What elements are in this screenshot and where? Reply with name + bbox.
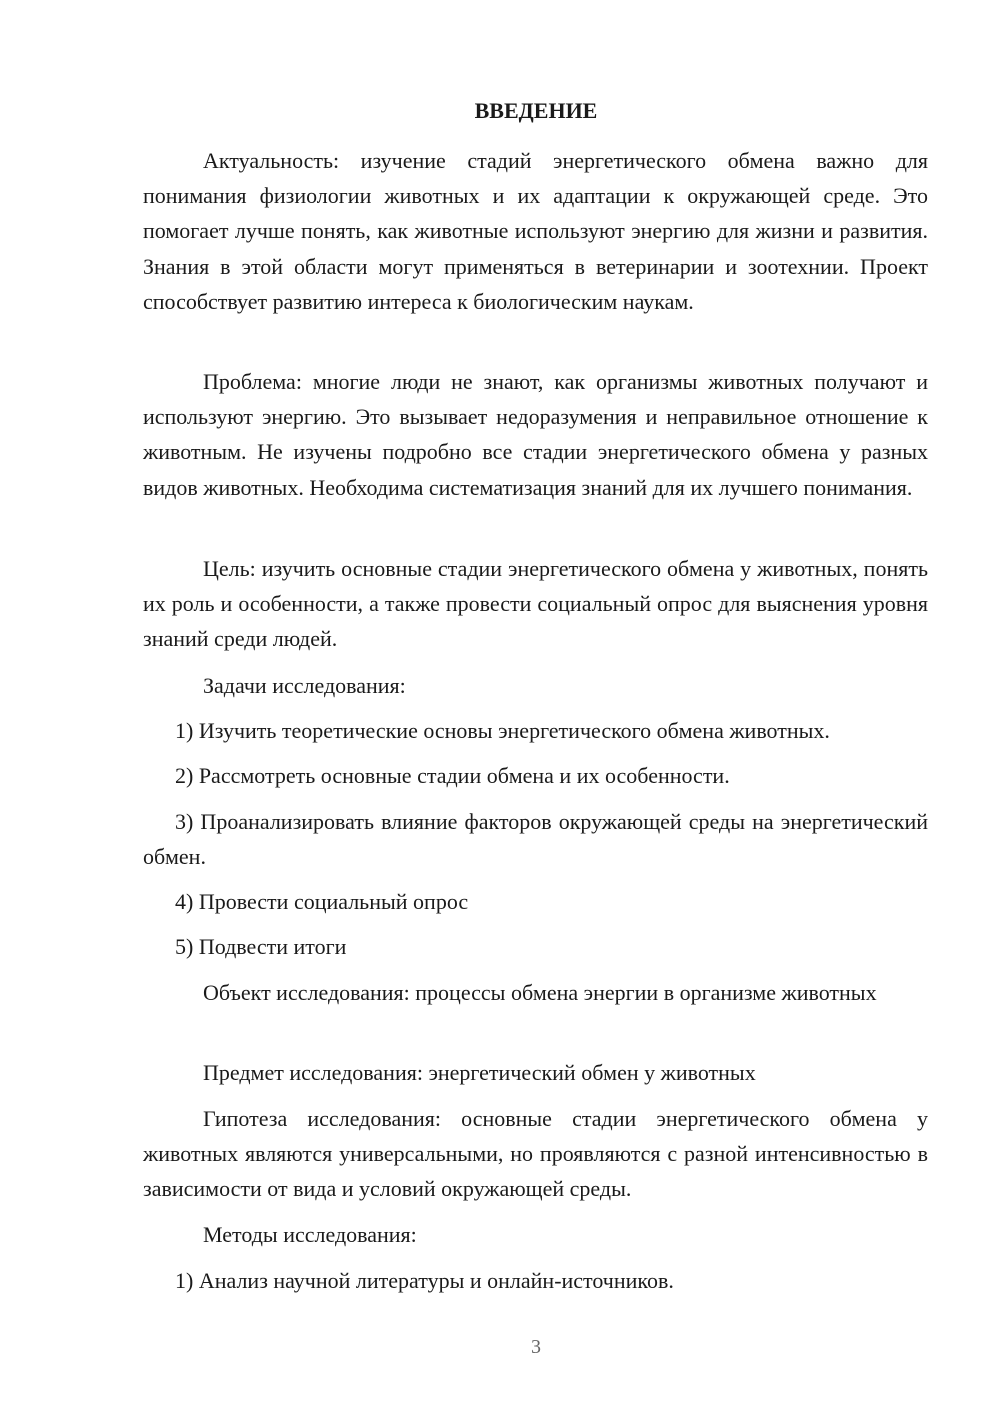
tasks-heading: Задачи исследования:	[203, 673, 406, 698]
task-item-4: 4) Провести социальный опрос	[175, 889, 469, 914]
task-item-1: 1) Изучить теоретические основы энергетического обмена животных.	[175, 718, 830, 743]
goal-paragraph: Цель: изучить основные стадии энергетического обмена у животных, понять их роль и особенности, а также провести социальный опрос для выяснения уровня знаний среди людей.	[143, 556, 928, 652]
task-item-5: 5) Подвести итоги	[175, 934, 347, 959]
page-number: 3	[531, 1336, 541, 1358]
object-paragraph: Объект исследования: процессы обмена энергии в организме животных	[203, 980, 877, 1005]
subject-paragraph: Предмет исследования: энергетический обмен у животных	[203, 1060, 756, 1085]
methods-heading: Методы исследования:	[203, 1222, 417, 1247]
problem-paragraph: Проблема: многие люди не знают, как организмы животных получают и используют энергию. Это вызывает недоразумения и неправильное отношение к животным. Не изучены подробно все стадии энергетического обмена у разных видов животных. Необходима систематизация знаний для их лучшего понимания.	[143, 369, 928, 500]
relevance-paragraph: Актуальность: изучение стадий энергетического обмена важно для понимания физиологии животных и их адаптации к окружающей среде. Это помогает лучше понять, как животные используют энергию для жизни и развития. Знания в этой области могут применяться в ветеринарии и зоотехнии. Проект способствует развитию интереса к биологическим наукам.	[143, 148, 928, 314]
task-item-3: 3) Проанализировать влияние факторов окружающей среды на энергетический обмен.	[143, 809, 928, 870]
method-item-1: 1) Анализ научной литературы и онлайн-источников.	[175, 1268, 674, 1293]
task-item-2: 2) Рассмотреть основные стадии обмена и их особенности.	[175, 763, 730, 788]
page-title: ВВЕДЕНИЕ	[474, 98, 598, 123]
hypothesis-paragraph: Гипотеза исследования: основные стадии энергетического обмена у животных являются универсальными, но проявляются с разной интенсивностью в зависимости от вида и условий окружающей среды.	[143, 1106, 928, 1202]
